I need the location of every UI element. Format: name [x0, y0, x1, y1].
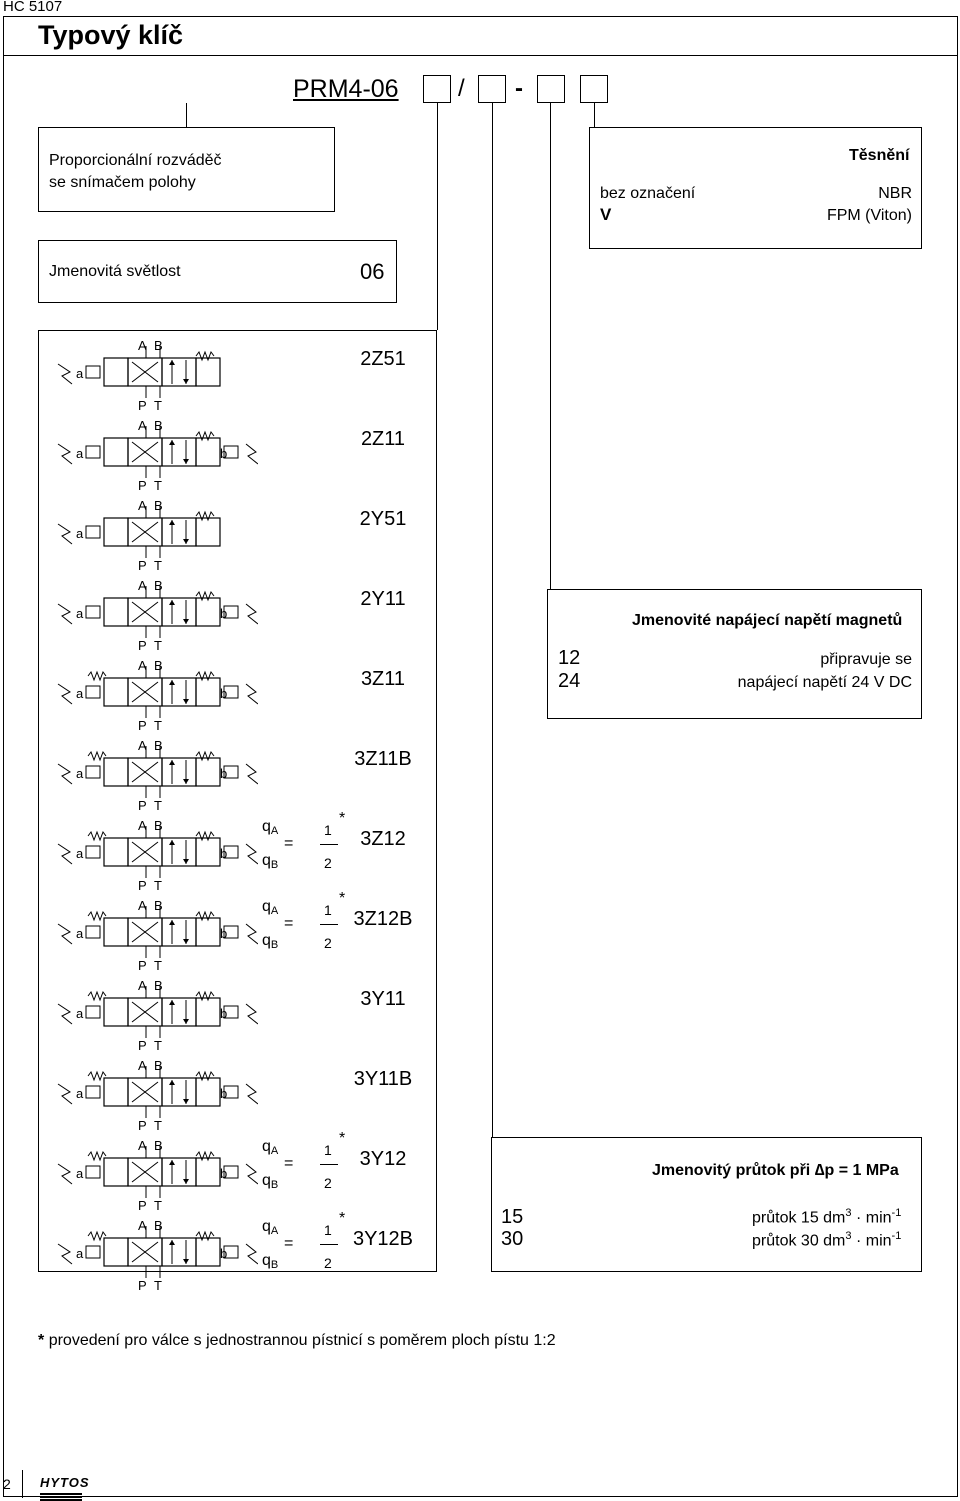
symbol-code: 3Z11 [360, 668, 406, 690]
port-b-label: B [154, 1218, 163, 1233]
valve-symbol [48, 738, 258, 818]
solenoid-a-label: a [76, 766, 84, 781]
flow-unit-exp-30: -1 [891, 1230, 902, 1242]
port-p-label: P [138, 878, 147, 893]
connector-voltage [492, 103, 493, 1138]
solenoid-a-label: a [76, 926, 84, 941]
ratio-star: * [339, 1210, 346, 1227]
valve-type-line2: se snímačem polohy [49, 174, 196, 191]
solenoid-b-label: b [220, 1086, 228, 1101]
ratio-qa: $q_A$ [262, 818, 279, 837]
port-a-label: A [138, 818, 147, 833]
ratio-eq: = [284, 1235, 294, 1252]
ratio-bar [320, 1244, 338, 1245]
solenoid-b-label: b [220, 846, 228, 861]
valve-symbol [48, 1058, 258, 1138]
ratio-num: 1 [324, 1142, 332, 1158]
flow-unit-exp-15: -1 [891, 1207, 902, 1219]
hytos-logo [40, 1474, 90, 1501]
ratio-bar [320, 1164, 338, 1165]
nominal-size-value: 06 [360, 259, 385, 284]
solenoid-a-label: a [76, 366, 84, 381]
flow-unit-30: · min [855, 1232, 892, 1250]
symbol-code: 2Z51 [360, 348, 406, 370]
flow-unit-15: · min [855, 1209, 892, 1227]
solenoid-a-label: a [76, 606, 84, 621]
port-b-label: B [154, 1058, 163, 1073]
port-t-label: T [154, 558, 162, 573]
port-t-label: T [154, 1198, 162, 1213]
solenoid-b-label: b [220, 766, 228, 781]
port-p-label: P [138, 398, 147, 413]
doc-code: HC 5107 [3, 0, 63, 15]
port-p-label: P [138, 958, 147, 973]
valve-symbol [48, 418, 258, 498]
port-b-label: B [154, 898, 163, 913]
solenoid-a-label: a [76, 1086, 84, 1101]
area-ratio [262, 1210, 352, 1286]
solenoid-a-label: a [76, 526, 84, 541]
solenoid-a-label: a [76, 846, 84, 861]
footnote [38, 1332, 556, 1350]
seals-label-2: FPM (Viton) [826, 207, 912, 224]
solenoid-b-label: b [220, 1166, 228, 1181]
symbol-code: 3Z12B [353, 908, 413, 930]
footnote-text: provedení pro válce s jednostrannou pístnicí s poměrem ploch pístu 1:2 [48, 1332, 556, 1349]
port-a-label: A [138, 658, 147, 673]
port-a-label: A [138, 338, 147, 353]
port-a-label: A [138, 1138, 147, 1153]
valve-symbol [48, 1218, 258, 1298]
port-p-label: P [138, 558, 147, 573]
slot-voltage [478, 75, 506, 103]
port-t-label: T [154, 478, 162, 493]
port-b-label: B [154, 738, 163, 753]
solenoid-a-label: a [76, 686, 84, 701]
ratio-qa: $q_A$ [262, 1218, 279, 1237]
port-a-label: A [138, 498, 147, 513]
ratio-bar [320, 924, 338, 925]
flow-text-30: průtok 30 dm [752, 1232, 846, 1250]
footnote-star: * [38, 1332, 45, 1349]
port-p-label: P [138, 798, 147, 813]
seals-label-1: NBR [878, 185, 912, 202]
ratio-qb: $q_B$ [262, 1172, 279, 1191]
hytos-logo-bars [40, 1493, 82, 1501]
ratio-qb: $q_B$ [262, 852, 279, 871]
ratio-star: * [339, 810, 346, 827]
port-t-label: T [154, 718, 162, 733]
port-p-label: P [138, 1278, 147, 1293]
connector-flow [550, 103, 551, 589]
symbol-code: 2Y51 [359, 508, 407, 530]
ratio-qb: $q_B$ [262, 932, 279, 951]
valve-symbol [48, 818, 258, 898]
valve-symbol [48, 658, 258, 738]
port-p-label: P [138, 1118, 147, 1133]
flow-exp-30: 3 [845, 1230, 852, 1242]
solenoid-a-label: a [76, 1246, 84, 1261]
symbol-code: 3Y11B [353, 1068, 413, 1090]
symbol-code: 3Y12B [352, 1228, 414, 1250]
flow-exp-15: 3 [845, 1207, 852, 1219]
ratio-den: 2 [324, 935, 332, 951]
voltage-code-24: 24 [558, 670, 581, 692]
symbol-code: 3Z12 [360, 828, 406, 850]
slot-dash: - [515, 75, 523, 102]
port-t-label: T [154, 398, 162, 413]
valve-symbol [48, 978, 258, 1058]
ratio-den: 2 [324, 1255, 332, 1271]
ratio-den: 2 [324, 1175, 332, 1191]
solenoid-b-label: b [220, 446, 228, 461]
connector-type [186, 103, 187, 127]
seals-code-1: bez označení [600, 185, 696, 202]
port-a-label: A [138, 1058, 147, 1073]
area-ratio [262, 890, 352, 966]
area-ratio [262, 1130, 352, 1206]
port-a-label: A [138, 578, 147, 593]
port-p-label: P [138, 718, 147, 733]
port-a-label: A [138, 898, 147, 913]
ratio-qb: $q_B$ [262, 1252, 279, 1271]
ratio-num: 1 [324, 902, 332, 918]
valve-symbol [48, 498, 258, 578]
valve-symbol [48, 1138, 258, 1218]
valve-symbol [48, 578, 258, 658]
ratio-eq: = [284, 835, 294, 852]
port-b-label: B [154, 658, 163, 673]
model-code: PRM4-06 [293, 75, 399, 103]
flow-label-30 [752, 1230, 901, 1250]
flow-label-15 [752, 1207, 901, 1227]
port-b-label: B [154, 818, 163, 833]
port-b-label: B [154, 1138, 163, 1153]
ratio-den: 2 [324, 855, 332, 871]
ratio-num: 1 [324, 822, 332, 838]
port-p-label: P [138, 478, 147, 493]
page-number: 2 [3, 1476, 11, 1492]
port-a-label: A [138, 978, 147, 993]
page-title: Typový klíč [38, 20, 184, 50]
valve-symbol [48, 338, 258, 418]
symbol-code: 2Y11 [360, 588, 406, 610]
port-b-label: B [154, 418, 163, 433]
solenoid-a-label: a [76, 446, 84, 461]
symbol-code: 3Y12 [359, 1148, 407, 1170]
slot-seals [580, 75, 608, 103]
voltage-label-24: napájecí napětí 24 V DC [737, 674, 912, 691]
connector-size [437, 103, 438, 330]
ratio-star: * [339, 890, 346, 907]
area-ratio [262, 810, 352, 886]
flow-title: Jmenovitý průtok při ∆p = 1 MPa [652, 1162, 899, 1179]
slot-slash: / [458, 75, 465, 102]
solenoid-a-label: a [76, 1166, 84, 1181]
port-b-label: B [154, 978, 163, 993]
port-t-label: T [154, 1118, 162, 1133]
ratio-qa: $q_A$ [262, 1138, 279, 1157]
nominal-size-label: Jmenovitá světlost [49, 263, 181, 280]
port-b-label: B [154, 498, 163, 513]
slot-seals-a [423, 75, 451, 103]
port-p-label: P [138, 1038, 147, 1053]
flow-code-15: 15 [501, 1206, 524, 1228]
valve-symbol [48, 898, 258, 978]
solenoid-a-label: a [76, 1006, 84, 1021]
ratio-bar [320, 844, 338, 845]
seals-code-2: V [600, 205, 612, 224]
voltage-label-12: připravuje se [820, 651, 912, 668]
ratio-num: 1 [324, 1222, 332, 1238]
port-p-label: P [138, 638, 147, 653]
port-t-label: T [154, 958, 162, 973]
valve-type-line1: Proporcionální rozváděč [49, 152, 222, 169]
connector-seals [594, 103, 595, 127]
port-t-label: T [154, 878, 162, 893]
port-b-label: B [154, 338, 163, 353]
footer-divider [22, 1470, 23, 1498]
flow-code-30: 30 [501, 1228, 524, 1250]
ratio-star: * [339, 1130, 346, 1147]
port-a-label: A [138, 418, 147, 433]
symbol-code: 3Z11B [354, 748, 412, 770]
solenoid-b-label: b [220, 1006, 228, 1021]
slot-flow [537, 75, 565, 103]
solenoid-b-label: b [220, 686, 228, 701]
flow-text-15: průtok 15 dm [752, 1209, 846, 1227]
symbol-code: 3Y11 [360, 988, 406, 1010]
port-b-label: B [154, 578, 163, 593]
voltage-title: Jmenovité napájecí napětí magnetů [632, 612, 903, 629]
port-a-label: A [138, 738, 147, 753]
port-t-label: T [154, 798, 162, 813]
hytos-logo-text: HYTOS [40, 1475, 90, 1490]
ratio-eq: = [284, 1155, 294, 1172]
voltage-code-12: 12 [558, 647, 581, 669]
ratio-eq: = [284, 915, 294, 932]
ratio-qa: $q_A$ [262, 898, 279, 917]
solenoid-b-label: b [220, 606, 228, 621]
solenoid-b-label: b [220, 926, 228, 941]
port-t-label: T [154, 1038, 162, 1053]
flow-box [491, 1137, 922, 1272]
solenoid-b-label: b [220, 1246, 228, 1261]
port-a-label: A [138, 1218, 147, 1233]
symbol-code: 2Z11 [360, 428, 406, 450]
port-t-label: T [154, 638, 162, 653]
port-p-label: P [138, 1198, 147, 1213]
seals-title: Těsnění [849, 147, 910, 164]
port-t-label: T [154, 1278, 162, 1293]
